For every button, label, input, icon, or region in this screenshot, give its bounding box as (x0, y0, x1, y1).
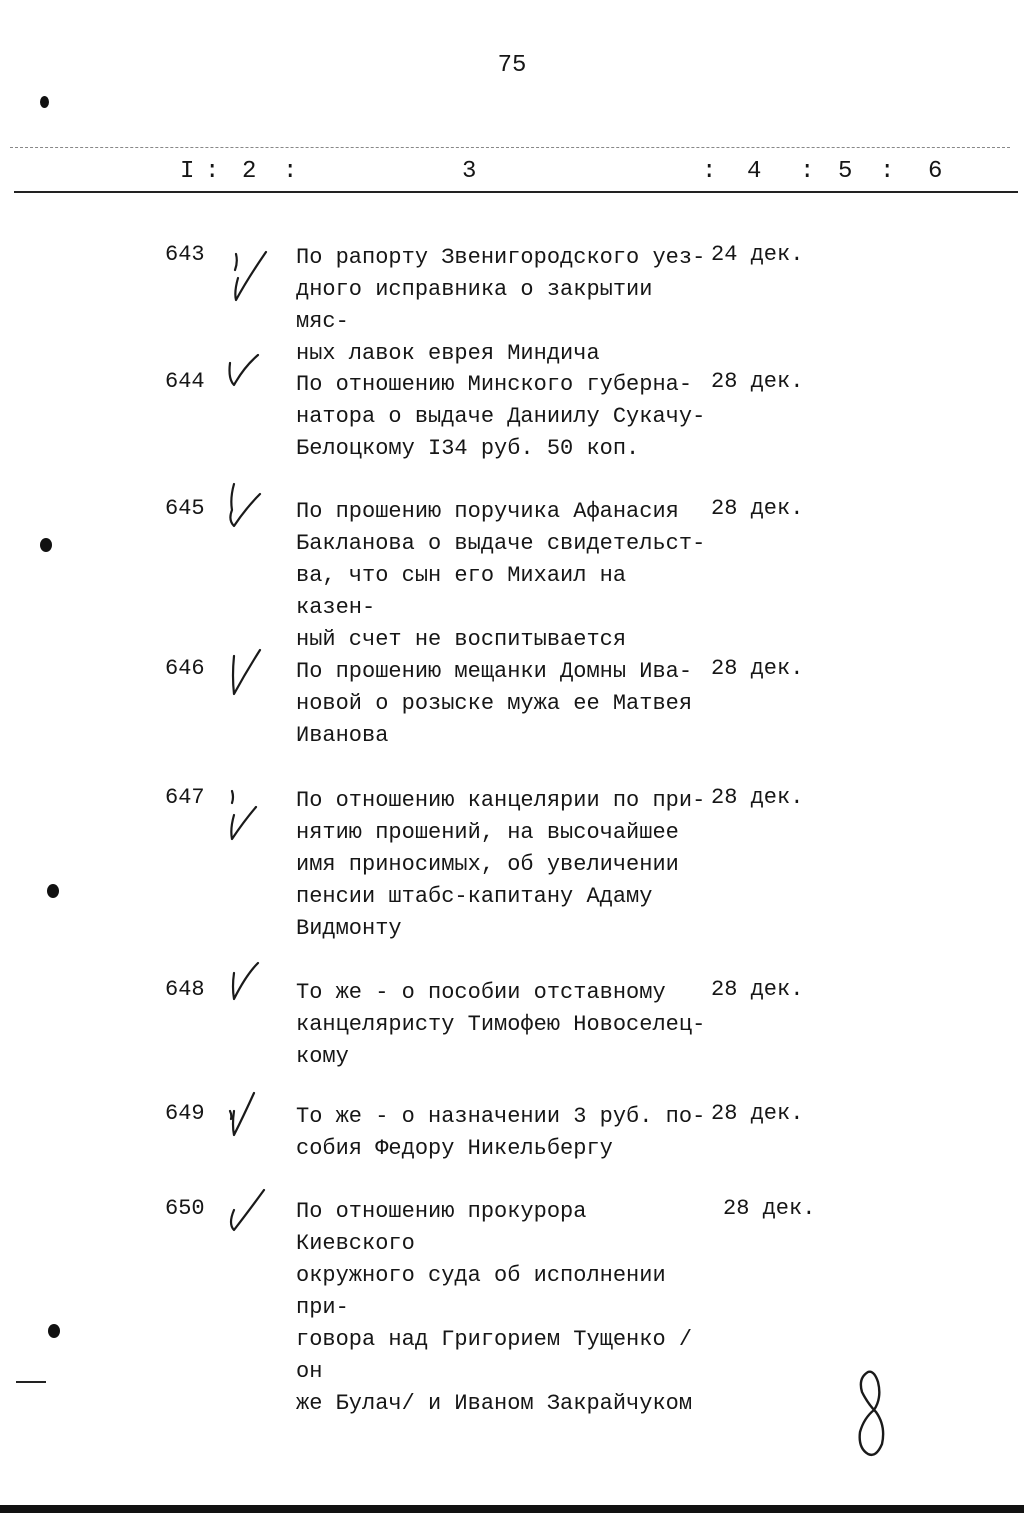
column-separator-5: : (880, 158, 895, 185)
entry-date: 28 дек. (711, 496, 804, 521)
check-mark-icon (222, 957, 268, 1017)
check-mark-icon (222, 480, 268, 540)
check-mark-icon (226, 248, 272, 308)
entry-date: 28 дек. (711, 656, 804, 681)
check-mark-icon (222, 345, 268, 405)
entry-number: 648 (165, 977, 205, 1002)
column-separator-4: : (800, 158, 815, 185)
column-header-5: 5 (838, 158, 853, 185)
entry-text: То же - о пособии отставному канцеляристу Тимофею Новоселец- кому (296, 980, 706, 1069)
bottom-band (0, 1505, 1024, 1513)
column-separator-2: : (283, 158, 298, 185)
entry-date: 28 дек. (711, 977, 804, 1002)
entry-text: То же - о назначении 3 руб. по- собия Федору Никельбергу (296, 1104, 706, 1161)
column-separator-1: : (205, 158, 220, 185)
entry-text: По рапорту Звенигородского уез- дного исправника о закрытии мяс- ных лавок еврея Миндича (296, 245, 706, 366)
entry-date: 28 дек. (723, 1196, 816, 1221)
entry-number: 643 (165, 242, 205, 267)
check-mark-icon (222, 1085, 268, 1145)
column-header-2: 2 (242, 158, 257, 185)
entry-text: По прошению мещанки Домны Ива- новой о розыске мужа ее Матвея Иванова (296, 659, 693, 748)
margin-dash (16, 1381, 46, 1383)
punch-hole (40, 538, 52, 552)
punch-hole (40, 96, 49, 108)
entry-number: 646 (165, 656, 205, 681)
entry-text: По отношению прокурора Киевского окружного суда об исполнении при- говора над Григорием Тущенко /он же Булач/ и Иваном Закрайчуком (296, 1199, 693, 1416)
entry-text: По прошению поручика Афанасия Бакланова о выдаче свидетельст- ва, что сын его Михаил на казен- ный счет не воспитывается (296, 499, 706, 652)
check-mark-icon (222, 787, 268, 847)
column-header-4: 4 (747, 158, 762, 185)
entry-number: 649 (165, 1101, 205, 1126)
entry-text: По отношению Минского губерна- натора о выдаче Даниилу Сукачу- Белоцкому I34 руб. 50 коп. (296, 372, 706, 461)
entry-number: 645 (165, 496, 205, 521)
punch-hole (48, 1324, 60, 1338)
entry-number: 650 (165, 1196, 205, 1221)
header-rule-top (10, 147, 1010, 148)
entry-date: 28 дек. (711, 369, 804, 394)
entry-date: 24 дек. (711, 242, 804, 267)
column-header-3: 3 (462, 158, 477, 185)
column-header-6: 6 (928, 158, 943, 185)
column-separator-3: : (702, 158, 717, 185)
punch-hole (47, 884, 59, 898)
page-number: 75 (497, 52, 527, 79)
header-rule-bottom (14, 191, 1018, 193)
entry-date: 28 дек. (711, 785, 804, 810)
check-mark-icon (224, 1184, 270, 1244)
check-mark-icon (222, 646, 268, 706)
handwritten-sheet-number (846, 1368, 896, 1460)
entry-date: 28 дек. (711, 1101, 804, 1126)
entry-number: 644 (165, 369, 205, 394)
entry-text: По отношению канцелярии по при- нятию прошений, на высочайшее имя приносимых, об увеличении пенсии штабс-капитану Адаму Видмонту (296, 788, 706, 941)
entry-number: 647 (165, 785, 205, 810)
column-header-1: I (180, 158, 195, 185)
